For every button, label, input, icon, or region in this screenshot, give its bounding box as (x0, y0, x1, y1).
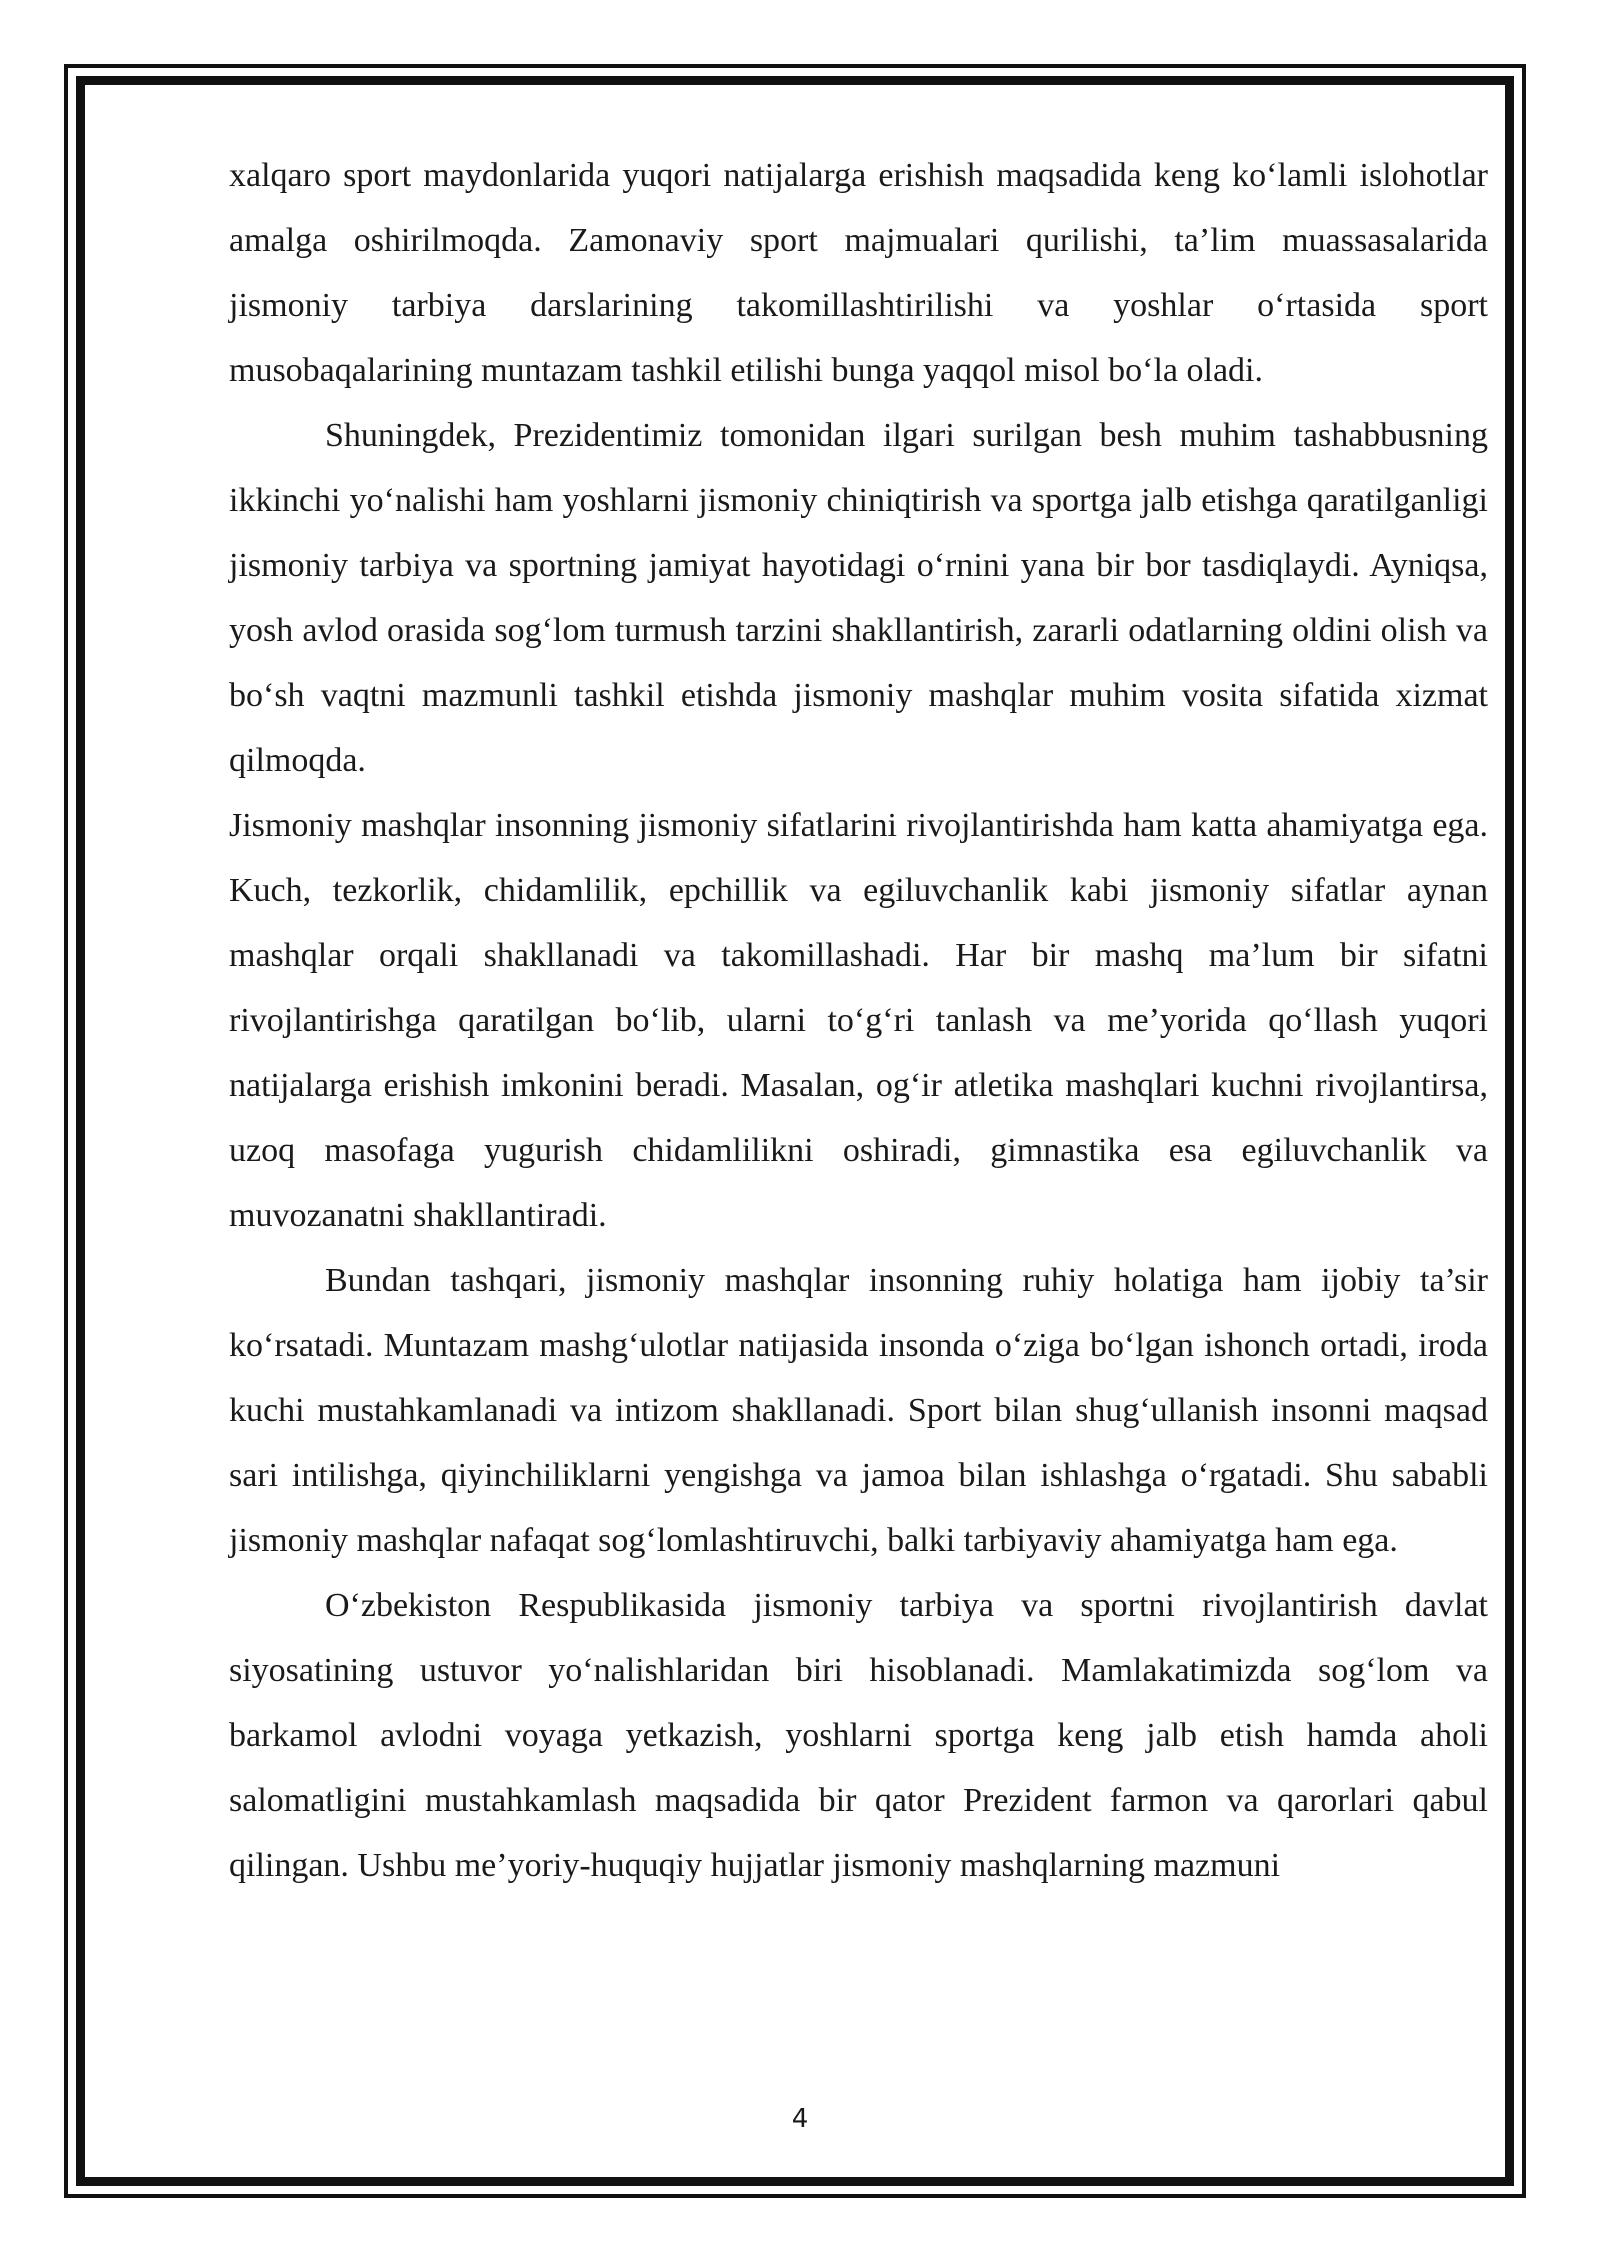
paragraph-physical-qualities: Jismoniy mashqlar insonning jismoniy sifatlarini rivojlantirishda ham katta ahamiyatga ega. Kuch, tezkorlik, chidamlilik, epchillik va egiluvchanlik kabi jismoniy sifatlar aynan mashqlar orqali shakllanadi va takomillashadi. Har bir mashq ma’lum bir sifatni rivojlantirishga qaratilgan bo‘lib, ularni to‘g‘ri tanlash va me’yorida qo‘llash yuqori natijalarga erishish imkonini beradi. Masalan, og‘ir atletika mashqlari kuchni rivojlantirsa, uzoq masofaga yugurish chidamlilikni oshiradi, gimnastika esa egiluvchanlik va muvozanatni shakllantiradi. (229, 807, 1488, 1234)
paragraph-psychological-effect: Bundan tashqari, jismoniy mashqlar insonning ruhiy holatiga ham ijobiy ta’sir ko‘rsatadi. Muntazam mashg‘ulotlar natijasida insonda o‘ziga bo‘lgan ishonch ortadi, iroda kuchi mustahkamlanadi va intizom shakllanadi. Sport bilan shug‘ullanish insonni maqsad sari intilishga, qiyinchiliklarni yengishga va jamoa bilan ishlashga o‘rgatadi. Shu sababli jismoniy mashqlar nafaqat sog‘lomlashtiruvchi, balki tarbiyaviy ahamiyatga ham ega. (229, 1262, 1488, 1559)
paragraph-presidential-initiative: Shuningdek, Prezidentimiz tomonidan ilgari surilgan besh muhim tashabbusning ikkinchi yo‘nalishi ham yoshlarni jismoniy chiniqtirish va sportga jalb etishga qaratilganligi jismoniy tarbiya va sportning jamiyat hayotidagi o‘rnini yana bir bor tasdiqlaydi. Ayniqsa, yosh avlod orasida sog‘lom turmush tarzini shakllantirish, zararli odatlarning oldini olish va bo‘sh vaqtni mazmunli tashkil etishda jismoniy mashqlar muhim vosita sifatida xizmat qilmoqda. (229, 417, 1488, 779)
document-body (229, 143, 1488, 1898)
paragraph-continuation: xalqaro sport maydonlarida yuqori natijalarga erishish maqsadida keng ko‘lamli islohotlar amalga oshirilmoqda. Zamonaviy sport majmualari qurilishi, ta’lim muassasalarida jismoniy tarbiya darslarining takomillashtirilishi va yoshlar o‘rtasida sport musobaqalarining muntazam tashkil etilishi bunga yaqqol misol bo‘la oladi. (229, 157, 1488, 389)
page-number: 4 (791, 2104, 809, 2134)
paragraph-state-policy: O‘zbekiston Respublikasida jismoniy tarbiya va sportni rivojlantirish davlat siyosatining ustuvor yo‘nalishlaridan biri hisoblanadi. Mamlakatimizda sog‘lom va barkamol avlodni voyaga yetkazish, yoshlarni sportga keng jalb etish hamda aholi salomatligini mustahkamlash maqsadida bir qator Prezident farmon va qarorlari qabul qilingan. Ushbu me’yoriy-huquqiy hujjatlar jismoniy mashqlarning mazmuni (229, 1587, 1488, 1884)
